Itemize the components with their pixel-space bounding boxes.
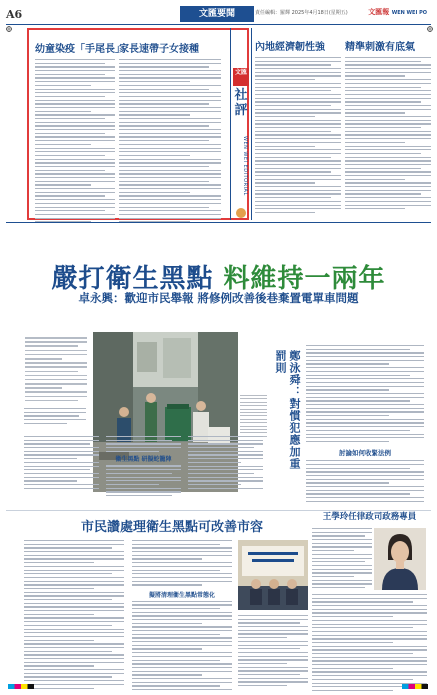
- editorial-column-2: [119, 30, 221, 218]
- side-story-subhead: 討論如何收緊法例: [339, 449, 391, 458]
- body-text: [25, 337, 87, 401]
- lede-paragraph: [25, 337, 87, 405]
- press-event-illustration: [238, 540, 308, 610]
- story-body-col-3: [188, 436, 263, 491]
- bottom-headline: 市民讚處理衛生黑點可改善市容: [80, 520, 263, 535]
- registration-mark-icon: [427, 26, 433, 32]
- body-text: [306, 345, 424, 442]
- portrait-illustration: [374, 528, 426, 590]
- body-text: [24, 540, 124, 689]
- editorial-column-1: [35, 30, 125, 218]
- body-text: [35, 59, 115, 223]
- editorial-band: [230, 28, 252, 220]
- side-story-body: [306, 345, 424, 490]
- right-story-lede: [312, 528, 372, 588]
- page-header: [0, 0, 437, 30]
- body-text: [24, 408, 86, 424]
- bottom-subhead: 擬將清理衞生黑點常態化: [148, 591, 215, 599]
- body-text: [119, 59, 221, 223]
- editorial-title-1: 幼童染疫「手尾長」: [35, 44, 125, 55]
- sub-headline: 卓永興：歡迎市民舉報 將修例改善後巷棄置電單車問題: [78, 291, 359, 305]
- side-story-title: 鄭泳舜：對慣犯應加重罰則: [274, 350, 301, 470]
- editorial-title-2: 家長速帶子女接種: [119, 44, 199, 55]
- brand-english: WEN WEI PO: [391, 10, 427, 16]
- right-story-body: [312, 594, 427, 684]
- editorial-divider: [6, 222, 431, 223]
- header-divider: [6, 24, 431, 25]
- color-bar: [8, 684, 34, 689]
- editorial-title-4: 精準刺激有底氣: [345, 42, 415, 53]
- right-story: [312, 510, 427, 690]
- bottom-caption: [238, 615, 308, 685]
- registration-mark-icon: [6, 26, 12, 32]
- body-text: [238, 615, 308, 686]
- editorial-column-3: [255, 28, 341, 220]
- right-story-headline: 王學玲任律政司政務專員: [322, 512, 417, 522]
- body-text: [106, 465, 181, 496]
- editorial-stamp: 文匯: [233, 68, 249, 86]
- body-text: [240, 395, 267, 437]
- body-text: [345, 57, 431, 209]
- brand-name: 文匯報: [368, 8, 390, 16]
- brand-logo: [368, 7, 427, 17]
- story-body-col-1: [24, 436, 99, 491]
- body-text: [312, 594, 427, 691]
- bottom-photo[interactable]: [238, 540, 308, 610]
- body-text: [106, 436, 181, 452]
- issue-meta: 責任編輯：羅輝 2025年4月18日(星期五): [255, 10, 348, 16]
- headline-left: 嚴打衛生黑點: [51, 264, 214, 294]
- editorial-title-3: 內地經濟韌性強: [255, 42, 325, 53]
- body-text: [24, 436, 99, 489]
- body-text: [188, 436, 263, 489]
- section-label: 文匯要聞: [180, 6, 254, 22]
- story-body: [24, 436, 266, 501]
- editorial-label: 社評: [234, 88, 248, 118]
- story-body-col: [24, 408, 86, 434]
- editorial-english: WEN WEI EDITORIAL: [242, 136, 248, 196]
- editorial-column-4: [345, 28, 431, 220]
- editorial-highlight-box[interactable]: [27, 28, 249, 220]
- body-text: [306, 460, 424, 502]
- dot-icon: [236, 208, 246, 218]
- body-text: [255, 57, 341, 213]
- portrait-photo[interactable]: [374, 528, 426, 590]
- story-subhead: 衞生黑點 研擬蛇籠陣: [115, 456, 172, 464]
- bottom-story-body: [24, 540, 234, 685]
- body-text: [132, 601, 232, 691]
- headline-right: 料維持一兩年: [223, 264, 386, 294]
- body-text: [132, 540, 232, 586]
- page-number: A6: [6, 8, 23, 21]
- bottom-body-col-1: [24, 540, 124, 691]
- bottom-body-col-2: [132, 540, 232, 693]
- story-body-col-2: [106, 436, 181, 499]
- color-bar: [402, 684, 428, 689]
- body-text: [312, 528, 372, 588]
